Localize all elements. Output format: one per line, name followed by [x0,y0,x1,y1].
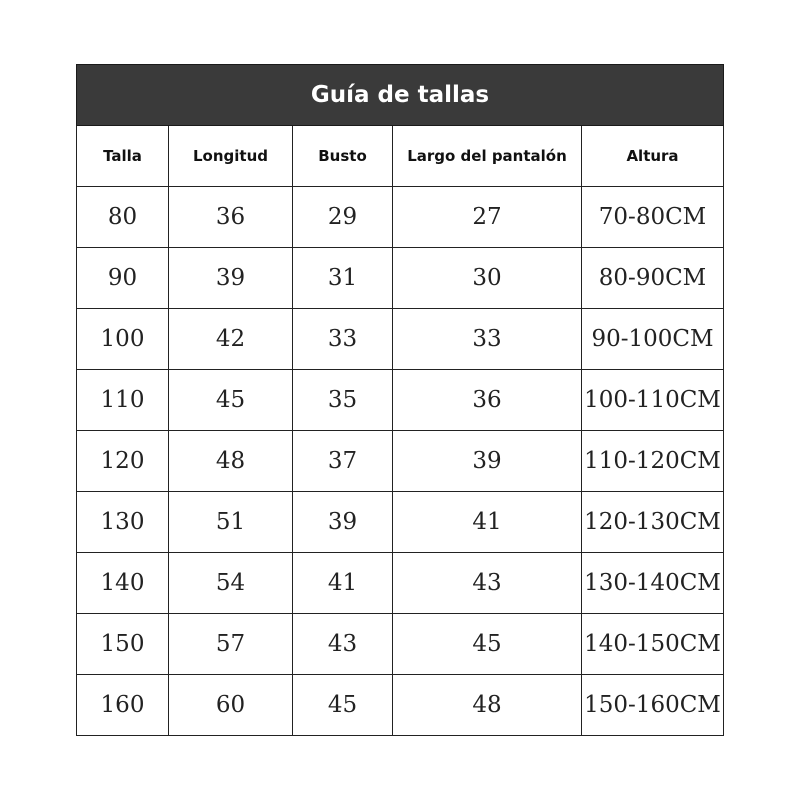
cell-altura: 70-80CM [582,187,724,248]
table-title: Guía de tallas [77,65,724,126]
header-largo-pantalon: Largo del pantalón [393,126,582,187]
cell-busto: 41 [293,553,393,614]
cell-busto: 45 [293,675,393,736]
cell-busto: 37 [293,431,393,492]
cell-longitud: 48 [169,431,293,492]
header-longitud: Longitud [169,126,293,187]
cell-longitud: 36 [169,187,293,248]
cell-busto: 39 [293,492,393,553]
cell-altura: 140-150CM [582,614,724,675]
cell-altura: 80-90CM [582,248,724,309]
table-row [77,248,724,309]
cell-largo-pantalon: 36 [393,370,582,431]
cell-altura: 150-160CM [582,675,724,736]
cell-longitud: 54 [169,553,293,614]
table-row [77,431,724,492]
cell-largo-pantalon: 39 [393,431,582,492]
table-row [77,187,724,248]
cell-talla: 130 [77,492,169,553]
cell-talla: 100 [77,309,169,370]
cell-busto: 33 [293,309,393,370]
cell-busto: 29 [293,187,393,248]
cell-altura: 130-140CM [582,553,724,614]
cell-talla: 80 [77,187,169,248]
cell-altura: 120-130CM [582,492,724,553]
cell-busto: 35 [293,370,393,431]
cell-altura: 110-120CM [582,431,724,492]
title-row [77,65,724,126]
header-altura: Altura [582,126,724,187]
cell-longitud: 60 [169,675,293,736]
cell-talla: 160 [77,675,169,736]
table-row [77,309,724,370]
cell-largo-pantalon: 48 [393,675,582,736]
cell-largo-pantalon: 27 [393,187,582,248]
cell-largo-pantalon: 41 [393,492,582,553]
cell-longitud: 57 [169,614,293,675]
cell-talla: 120 [77,431,169,492]
cell-talla: 110 [77,370,169,431]
header-talla: Talla [77,126,169,187]
cell-talla: 150 [77,614,169,675]
cell-talla: 140 [77,553,169,614]
cell-longitud: 42 [169,309,293,370]
cell-talla: 90 [77,248,169,309]
cell-busto: 31 [293,248,393,309]
table-body [77,187,724,736]
size-table [76,64,724,736]
table-row [77,370,724,431]
header-busto: Busto [293,126,393,187]
cell-largo-pantalon: 45 [393,614,582,675]
cell-longitud: 39 [169,248,293,309]
table-row [77,675,724,736]
cell-busto: 43 [293,614,393,675]
header-row [77,126,724,187]
cell-largo-pantalon: 33 [393,309,582,370]
cell-longitud: 45 [169,370,293,431]
size-guide [76,64,723,736]
cell-largo-pantalon: 30 [393,248,582,309]
cell-altura: 90-100CM [582,309,724,370]
table-row [77,492,724,553]
cell-altura: 100-110CM [582,370,724,431]
table-row [77,553,724,614]
cell-largo-pantalon: 43 [393,553,582,614]
cell-longitud: 51 [169,492,293,553]
table-row [77,614,724,675]
